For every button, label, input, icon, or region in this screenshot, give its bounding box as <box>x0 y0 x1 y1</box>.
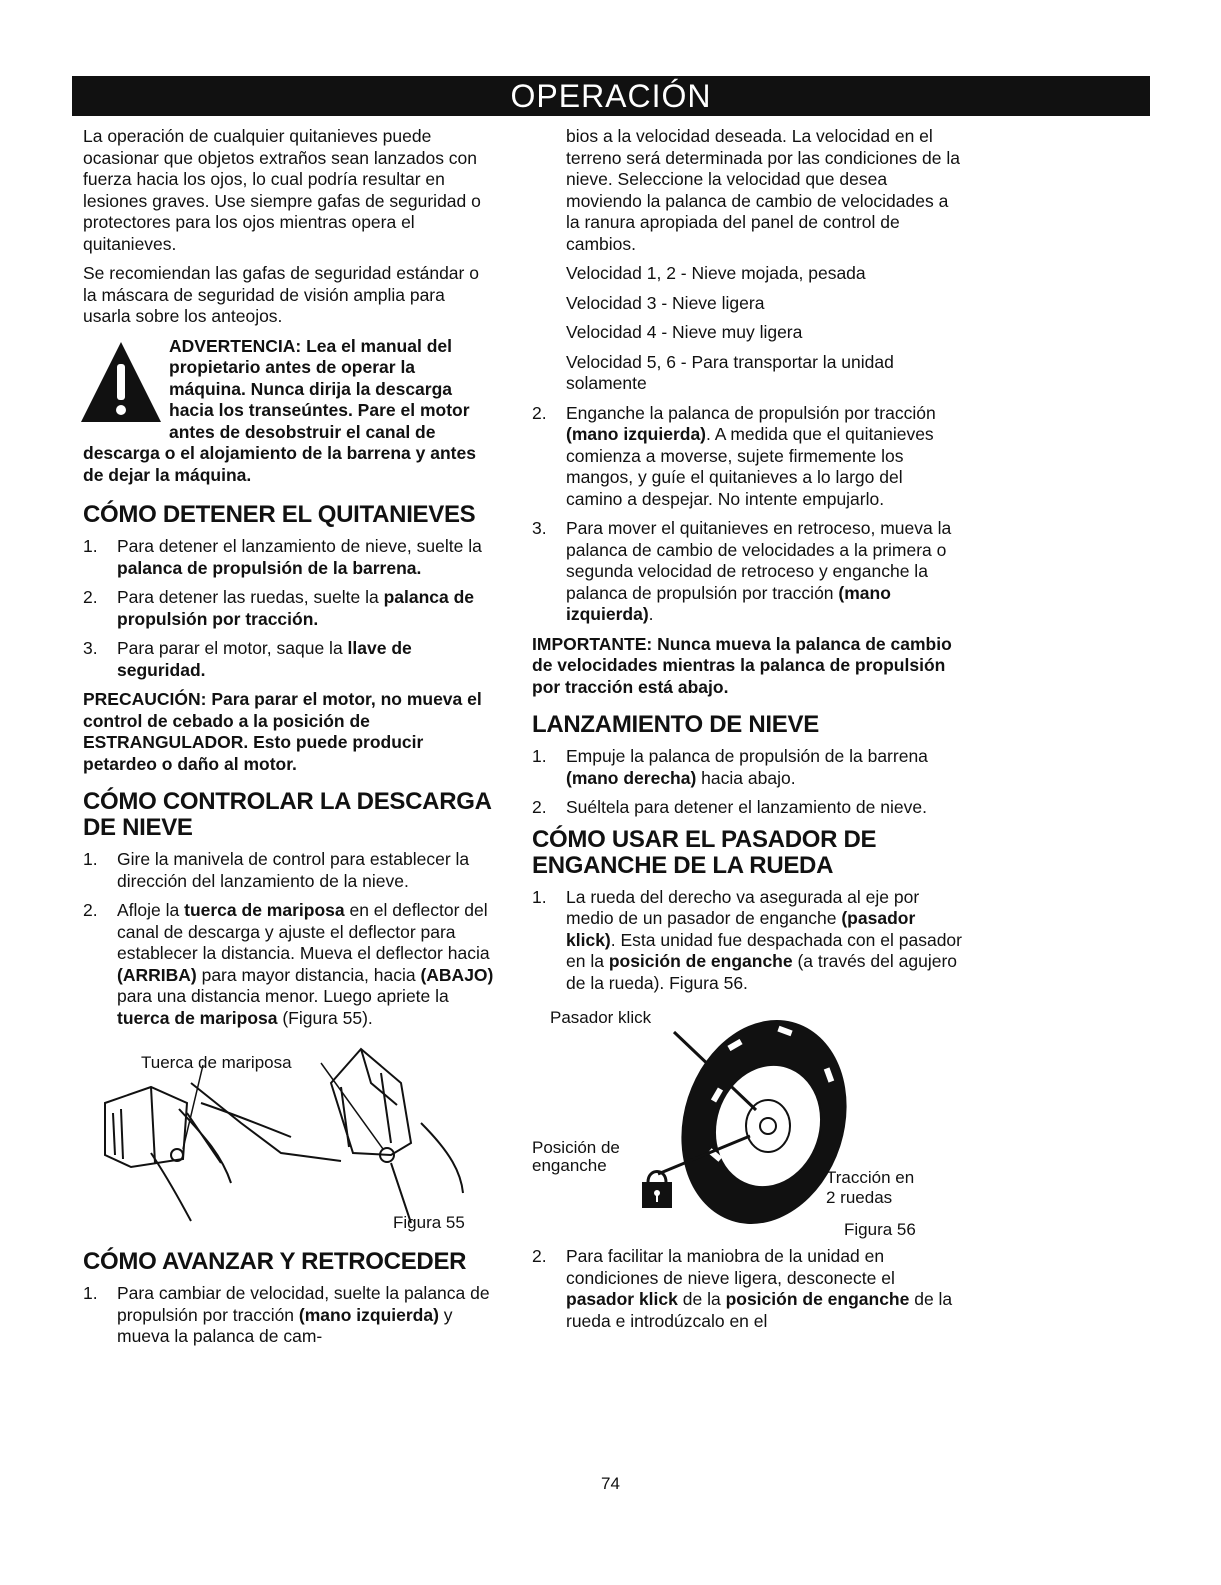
list-item: 3. Para mover el quitanieves en retroceso, mueva la palanca de cambio de velocidades a la primera o segunda velocidad de retroceso y enganche la palanca de propulsión por tracción (mano izquierda). <box>532 518 952 624</box>
label-lock-position-2: enganche <box>532 1156 607 1175</box>
list-item: 1. Para cambiar de velocidad, suelte la palanca de propulsión por tracción (mano izquierda) y mueva la palanca de cam- <box>83 1283 490 1346</box>
heading-discharge: CÓMO CONTROLAR LA DESCARGA DE NIEVE <box>83 788 491 841</box>
caution-text: PRECAUCIÓN: Para parar el motor, no mueva el control de cebado a la posición de ESTRANGULADOR. Esto puede producir petardeo o daño al motor. <box>83 689 482 774</box>
figure-56-caption: Figura 56 <box>844 1220 916 1239</box>
stop-list <box>83 536 495 681</box>
label-klick-pin: Pasador klick <box>550 1008 652 1027</box>
right-column <box>532 126 962 1340</box>
page-number: 74 <box>601 1474 620 1493</box>
figure-56 <box>532 1002 952 1242</box>
section-title: OPERACIÓN <box>510 78 712 114</box>
figure-55-caption: Figura 55 <box>393 1213 465 1232</box>
intro-paragraph-1: La operación de cualquier quitanieves puede ocasionar que objetos extraños sean lanzados con fuerza hacia los ojos, lo cual podría resultar en lesiones graves. Use siempre gafas de seguridad o protectores para los ojos mientras opera el quitanieves. <box>83 126 481 254</box>
pin-list <box>532 887 962 995</box>
label-lock-position-1: Posición de <box>532 1138 620 1157</box>
discharge-list <box>83 849 495 1029</box>
important-text: IMPORTANTE: Nunca mueva la palanca de cambio de velocidades mientras la palanca de propulsión por tracción está abajo. <box>532 633 952 697</box>
advance-list-continued <box>532 403 962 626</box>
speed-line-1: Velocidad 1, 2 - Nieve mojada, pesada <box>566 263 866 283</box>
continued-paragraph: bios a la velocidad deseada. La velocidad en el terreno será determinada por las condiciones de la nieve. Seleccione la velocidad que desea moviendo la palanca de cambio de velocidades a la ranura apropiada del panel de control de cambios. <box>566 126 960 254</box>
list-item: 1. Empuje la palanca de propulsión de la barrena (mano derecha) hacia abajo. <box>532 746 928 788</box>
list-item: 2. Para detener las ruedas, suelte la palanca de propulsión por tracción. <box>83 587 475 629</box>
heading-launch: LANZAMIENTO DE NIEVE <box>532 711 819 738</box>
warning-triangle-icon <box>79 338 163 426</box>
heading-stop: CÓMO DETENER EL QUITANIEVES <box>83 501 476 528</box>
speed-line-2: Velocidad 3 - Nieve ligera <box>566 292 765 313</box>
label-wing-nut: Tuerca de mariposa <box>141 1053 292 1072</box>
list-item: 1. La rueda del derecho va asegurada al eje por medio de un pasador de enganche (pasador klick). Esta unidad fue despachada con el pasador en la posición de enganche (a través del agujero de la rueda). Figura 56. <box>532 886 962 993</box>
list-item: 2. Suéltela para detener el lanzamiento de nieve. <box>532 797 927 817</box>
list-item: 1. Para detener el lanzamiento de nieve, suelte la palanca de propulsión de la barrena. <box>83 536 482 578</box>
speed-line-3: Velocidad 4 - Nieve muy ligera <box>566 322 803 342</box>
heading-advance: CÓMO AVANZAR Y RETROCEDER <box>83 1248 467 1275</box>
list-item: 2. Afloje la tuerca de mariposa en el deflector del canal de descarga y ajuste el deflector para establecer la distancia. Mueva el deflector hacia (ARRIBA) para mayor distancia, hacia (ABAJO) para una distancia menor. Luego apriete la tuerca de mariposa (Figura 55). <box>83 900 494 1028</box>
warning-block <box>83 336 495 487</box>
launch-list <box>532 746 962 819</box>
list-item: 1. Gire la manivela de control para establecer la dirección del lanzamiento de la nieve. <box>83 849 470 891</box>
list-item: 3. Para parar el motor, saque la llave de seguridad. <box>83 638 412 680</box>
figure-55 <box>91 1043 491 1235</box>
label-two-wheel-2: 2 ruedas <box>826 1188 893 1207</box>
pin-list-continued <box>532 1246 962 1332</box>
left-column <box>83 126 495 1356</box>
warning-text: ADVERTENCIA: Lea el manual del propietario antes de operar la máquina. Nunca dirija la descarga hacia los transeúntes. Pare el motor antes de desobstruir el canal de descarga o el alojamiento de la barrena y antes de dejar la máquina. <box>83 335 476 485</box>
label-two-wheel-1: Tracción en <box>826 1168 915 1187</box>
section-banner <box>72 76 1150 116</box>
padlock-icon <box>642 1172 672 1209</box>
list-item: 2. Para facilitar la maniobra de la unidad en condiciones de nieve ligera, desconecte el pasador klick de la posición de enganche de la rueda e introdúzcalo en el <box>532 1246 953 1331</box>
list-item: 2. Enganche la palanca de propulsión por tracción (mano izquierda). A medida que el quitanieves comienza a moverse, sujete firmemente los mangos, y guíe el quitanieves a lo largo del camino a despejar. No intente empujarlo. <box>532 402 936 509</box>
advance-list <box>83 1283 495 1348</box>
intro-paragraph-2: Se recomiendan las gafas de seguridad estándar o la máscara de seguridad de visión amplia para usarla sobre los anteojos. <box>83 263 479 326</box>
heading-pin: CÓMO USAR EL PASADOR DE ENGANCHE DE LA RUEDA <box>532 825 877 879</box>
speed-line-4: Velocidad 5, 6 - Para transportar la unidad solamente <box>566 351 894 393</box>
